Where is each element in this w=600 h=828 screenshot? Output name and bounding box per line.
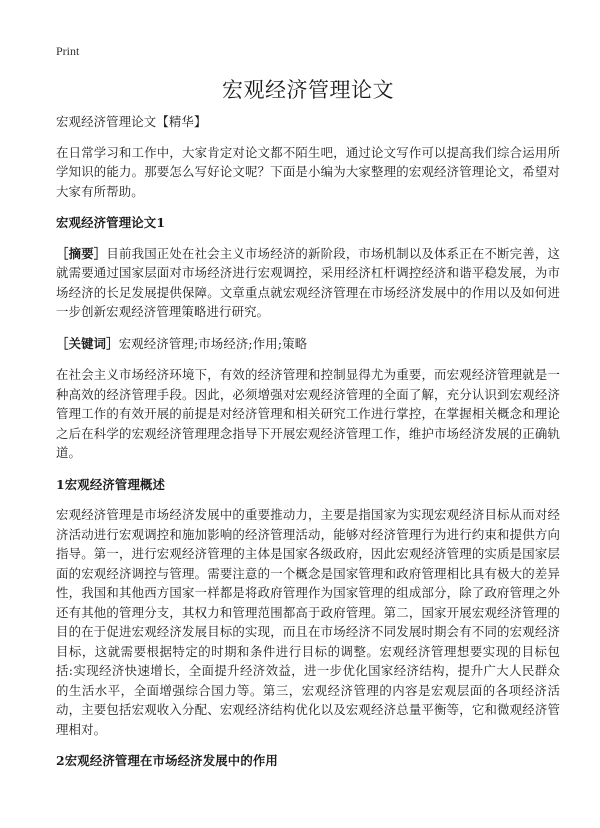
document-subtitle: 宏观经济管理论文【精华】: [56, 114, 207, 129]
print-label[interactable]: Print: [56, 44, 80, 58]
intro-paragraph: 在日常学习和工作中，大家肯定对论文都不陌生吧，通过论文写作可以提高我们综合运用所学知识的能力。那要怎么写好论文呢？下面是小编为大家整理的宏观经济管理论文，希望对大家有所帮助。: [56, 144, 560, 199]
keywords-paragraph: [56, 334, 560, 354]
abstract-paragraph: [56, 244, 560, 322]
context-paragraph: 在社会主义市场经济环境下，有效的经济管理和控制显得尤为重要，而宏观经济管理就是一种高效的经济管理手段。因此，必须增强对宏观经济管理的全面了解，充分认识到宏观经济管理工作的有效开展的前提是对经济管理和相关研究工作进行掌控，在掌握相关概念和理论之后在科学的宏观经济管理理念指导下开展宏观经济管理工作，维护市场经济发展的正确轨道。: [56, 367, 560, 460]
abstract-label: ［摘要］: [56, 245, 107, 261]
keywords-text: 宏观经济管理;市场经济;作用;策略: [118, 335, 308, 351]
section-heading-overview: 1宏观经济管理概述: [56, 476, 166, 492]
keywords-label: ［关键词］: [56, 335, 119, 351]
section-heading-paper-1: 宏观经济管理论文1: [56, 215, 166, 230]
page-title: 宏观经济管理论文: [222, 78, 394, 102]
abstract-text: 目前我国正处在社会主义市场经济的新阶段，市场机制以及体系正在不断完善，这就需要通过国家层面对市场经济进行宏观调控，采用经济杠杆调控经济和谐平稳发展，为市场经济的长足发展提供保障。文章重点就宏观经济管理在市场经济发展中的作用以及如何进一步创新宏观经济管理策略进行研究。: [56, 245, 560, 319]
overview-paragraph: 宏观经济管理是市场经济发展中的重要推动力，主要是指国家为实现宏观经济目标从而对经济活动进行宏观调控和施加影响的经济管理活动，能够对经济管理行为进行约束和提供方向指导。第一，进行宏观经济管理的主体是国家各级政府，因此宏观经济管理的实质是国家层面的宏观经济调控与管理。需要注意的一个概念是国家管理和政府管理相比具有极大的差异性，我国和其他西方国家一样都是将政府管理作为国家管理的组成部分，除了政府管理之外还有其他的管理分支，其权力和管理范围都高于政府管理。第二，国家开展宏观经济管理的目的在于促进宏观经济发展目标的实现，而且在市场经济不同发展时期会有不同的宏观经济目标，这就需要根据特定的时期和条件进行目标的调整。宏观经济管理想要实现的目标包括:实现经济快速增长，全面提升经济效益，进一步优化国家经济结构，提升广大人民群众的生活水平，全面增强综合国力等。第三，宏观经济管理的内容是宏观层面的各项经济活动，主要包括宏观收入分配、宏观经济结构优化以及宏观经济总量平衡等，它和微观经济管理相对。: [56, 507, 560, 737]
section-heading-role: 2宏观经济管理在市场经济发展中的作用: [56, 753, 278, 768]
